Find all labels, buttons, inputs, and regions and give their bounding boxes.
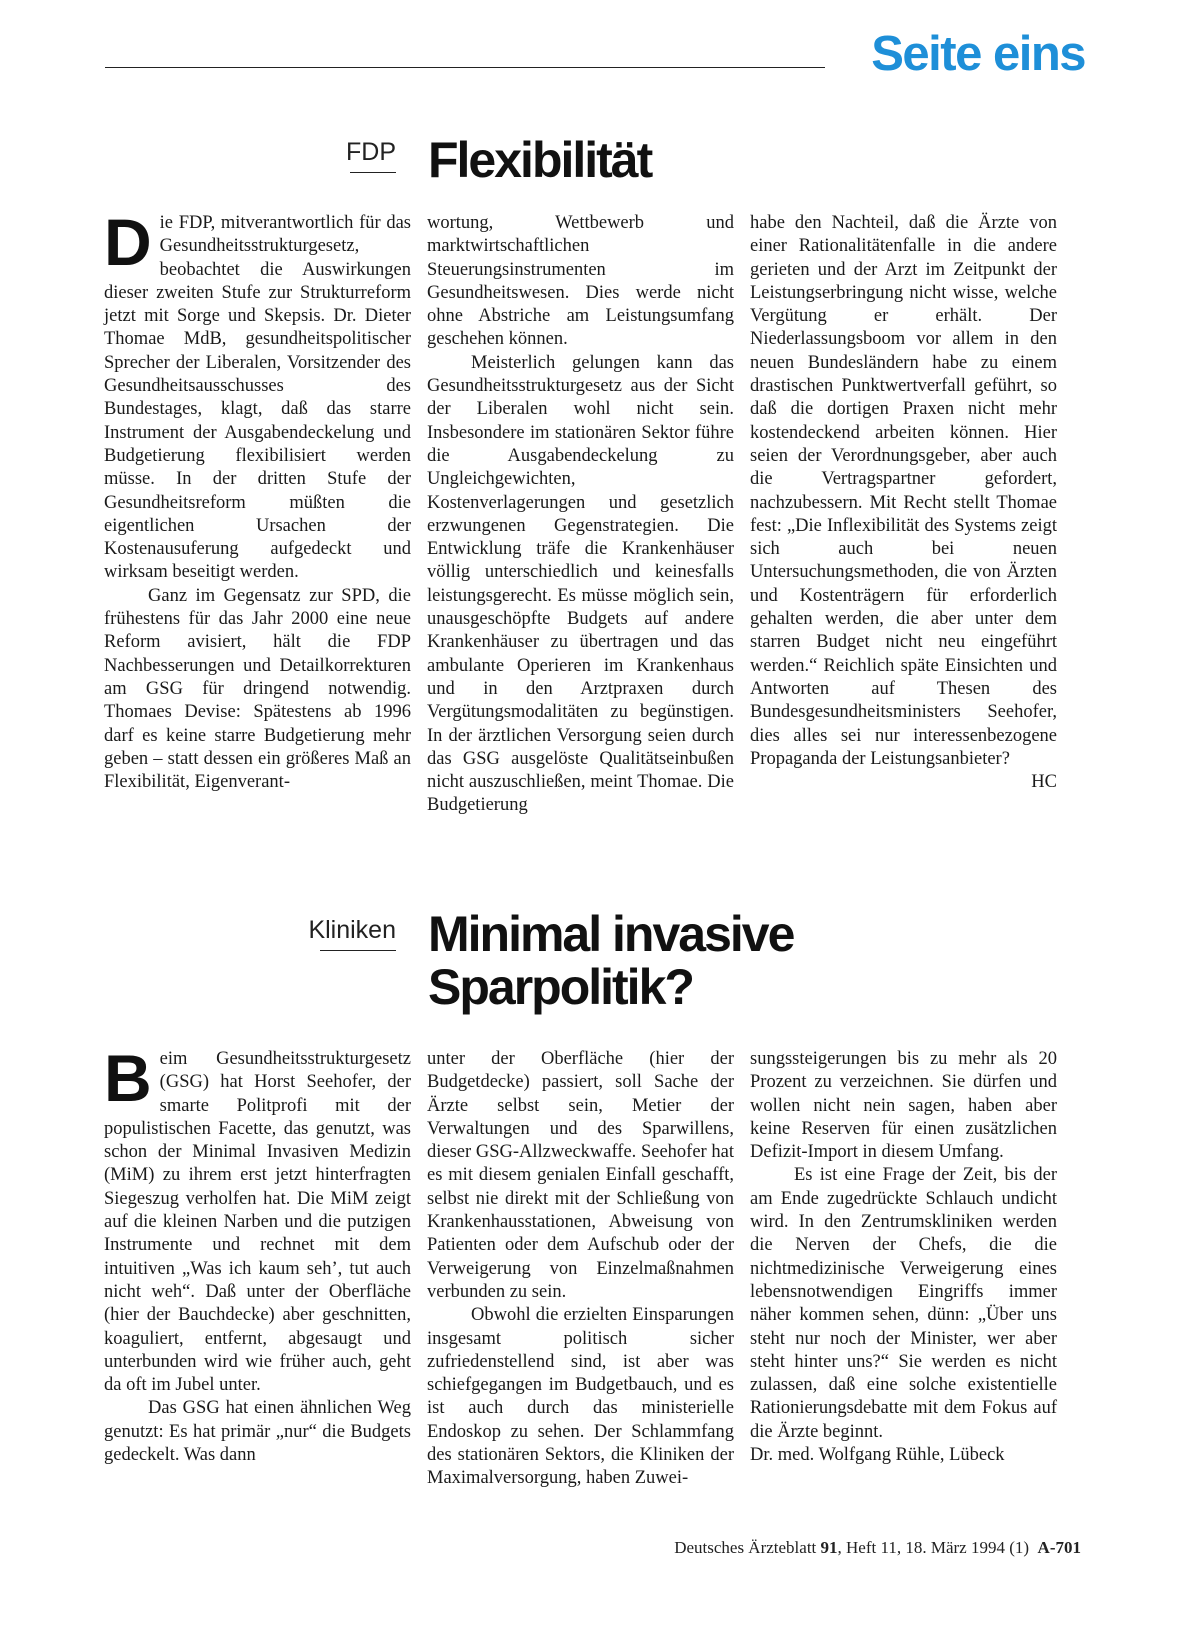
article1-signature: HC <box>1031 772 1057 793</box>
article1-col1-paragraph-1: ie FDP, mitverantwortlich für das Gesundheitsstrukturgesetz, beobachtet die Auswirkungen dieser zweiten Stufe zur Strukturreform jetzt mit Sorge und Skepsis. Dr. Dieter Thomae MdB, gesundheitspolitischer Sprecher der Liberalen, Vorsitzender des Gesundheitsausschusses des Bundestages, klagt, daß das starre Instrument der Ausgabendeckelung und Budgetierung flexibilisiert werden müsse. In der dritten Stufe der Gesundheitsreform müßten die eigentlichen Ursachen der Kostenausuferung aufgedeckt und wirksam beseitigt werden. <box>104 213 411 583</box>
footer-issue: , Heft 11, 18. März 1994 (1) <box>837 1538 1030 1557</box>
article2-column-2 <box>427 1048 734 1491</box>
article1-kicker: FDP <box>346 138 396 166</box>
article1-kicker-rule <box>350 172 396 173</box>
top-rule <box>105 67 825 68</box>
footer-volume: 91 <box>820 1538 838 1557</box>
article2-headline <box>428 908 793 1013</box>
article1-dropcap: D <box>104 205 152 279</box>
article1-col1-paragraph-2: Ganz im Gegensatz zur SPD, die frühestens für das Jahr 2000 eine neue Reform avisiert, hält die FDP Nachbesserungen und Detailkorrekturen am GSG für dringend notwendig. Thomaes Devise: Spätestens ab 1996 darf es keine starre Budgetierung mehr geben – statt dessen ein größeres Maß an Flexibilität, Eigenverant- <box>104 585 411 793</box>
article2-headline-line-1: Minimal invasive <box>428 906 794 962</box>
footer-journal: Deutsches Ärzteblatt <box>674 1538 817 1557</box>
article2-col1-paragraph-1: eim Gesundheitsstrukturgesetz (GSG) hat Horst Seehofer, der smarte Politprofi mit der populistischen Facette, das genutzt, was schon der Minimal Invasiven Medizin (MiM) zu ihrem erst jetzt hinterfragten Siegeszug verholfen hat. Die MiM zeigt auf die kleinen Narben und die putzigen Instrumente und rechnet mit dem intuitiven „Was ich kaum seh’, tut auch nicht weh“. Daß unter der Oberfläche (hier der Bauchdecke) aber geschnitten, koaguliert, entfernt, abgesaugt und unterbunden wird wie früher auch, geht da oft im Jubel unter. <box>104 1049 411 1396</box>
article2-col3-paragraph-2: Es ist eine Frage der Zeit, bis der am Ende zugedrückte Schlauch undicht wird. In den Zentrumskliniken werden die Nerven der Chefs, die die nichtmedizinische Verweigerung eines lebensnotwendigen Eingriffs immer näher kommen sehen, dünn: „Über uns steht nur noch der Minister, wer aber steht hinter uns?“ Sie werden es nicht zulassen, daß eine solche existentielle Rationierungsdebatte mit dem Fokus auf die Ärzte beginnt. <box>750 1165 1057 1442</box>
article2-headline-line-2: Sparpolitik? <box>428 958 693 1015</box>
article1-headline: Flexibilität <box>428 132 652 188</box>
article2-dropcap: B <box>104 1041 152 1115</box>
section-title: Seite eins <box>871 27 1085 81</box>
article2-col1-paragraph-2: Das GSG hat einen ähnlichen Weg genutzt: Es hat primär „nur“ die Budgets gedeckelt. Was dann <box>104 1398 411 1466</box>
article1-column-2 <box>427 212 734 818</box>
article2-author: Dr. med. Wolfgang Rühle, Lübeck <box>750 1445 1005 1466</box>
article1-column-3 <box>750 212 1057 794</box>
article2-col2-paragraph-1: unter der Oberfläche (hier der Budgetdecke) passiert, soll Sache der Ärzte selbst sein, Metier der Verwaltungen und des Sparwillens, dieser GSG-Allzweckwaffe. Seehofer hat es mit diesem genialen Einfall geschafft, selbst nie direkt mit der Schließung von Krankenhausstationen, Abweisung von Patienten oder dem Aufschub oder der Verweigerung von Einzelmaßnahmen verbunden zu sein. <box>427 1049 734 1302</box>
article2-column-1 <box>104 1041 411 1467</box>
article1-col2-paragraph-2: Meisterlich gelungen kann das Gesundheitsstrukturgesetz aus der Sicht der Liberalen wohl nicht sein. Insbesondere im stationären Sektor führe die Ausgabendeckelung zu Ungleichgewichten, Kostenverlagerungen und gesetzlich erzwungenen Gegenstrategien. Die Entwicklung träfe die Krankenhäuser völlig unterschiedlich und keinesfalls leistungsgerecht. Es müsse möglich sein, unausgeschöpfte Budgets auf andere Krankenhäuser zu übertragen und das ambulante Operieren im Krankenhaus und in den Arztpraxen durch Vergütungsmodalitäten zu begünstigen. In der ärztlichen Versorgung seien durch das GSG ausgelöste Qualitätseinbußen nicht auszuschließen, meint Thomae. Die Budgetierung <box>427 352 734 816</box>
article2-kicker-rule <box>320 950 396 951</box>
article1-column-1 <box>104 205 411 794</box>
footer-page-number: A-701 <box>1037 1538 1081 1557</box>
page-footer <box>674 1538 1081 1558</box>
article1-col3-paragraph-1: habe den Nachteil, daß die Ärzte von einer Rationalitätenfalle in die andere gerieten und der Arzt im Zeitpunkt der Leistungserbringung nicht wisse, welche Vergütung er erhält. Der Niederlassungsboom vor allem in den neuen Bundesländern habe zu einem drastischen Punktwertverfall geführt, so daß die dortigen Praxen nicht mehr kostendeckend arbeiten können. Hier seien der Verordnungsgeber, aber auch die Vertragspartner gefordert, nachzubessern. Mit Recht stellt Thomae fest: „Die Inflexibilität des Systems zeigt sich auch bei neuen Untersuchungsmethoden, die von Ärzten und Kostenträgern für erforderlich gehalten werden, die aber unter dem starren Budget nicht neu eingeführt werden.“ Reichlich späte Einsichten und Antworten auf Thesen des Bundesgesundheitsministers Seehofer, dies alles sei nur interessenbezogene Propaganda der Leistungsanbieter? <box>750 213 1057 769</box>
article2-col3-paragraph-1: sungssteigerungen bis zu mehr als 20 Prozent zu verzeichnen. Sie dürfen und wollen nicht nein sagen, haben aber keine Reserven für einen zusätzlichen Defizit-Import in diesem Umfang. <box>750 1049 1057 1163</box>
article2-col2-paragraph-2: Obwohl die erzielten Einsparungen insgesamt politisch sicher zufriedenstellend sind, ist aber was schiefgegangen im Budgetbauch, und es ist auch durch das ministerielle Endoskop zu sehen. Der Schlammfang des stationären Sektors, die Kliniken der Maximalversorgung, haben Zuwei- <box>427 1305 734 1489</box>
article2-column-3 <box>750 1048 1057 1467</box>
article2-kicker: Kliniken <box>308 916 396 944</box>
article1-col2-paragraph-1: wortung, Wettbewerb und marktwirtschaftlichen Steuerungsinstrumenten im Gesundheitswesen. Dies werde nicht ohne Abstriche am Leistungsumfang geschehen können. <box>427 213 734 350</box>
